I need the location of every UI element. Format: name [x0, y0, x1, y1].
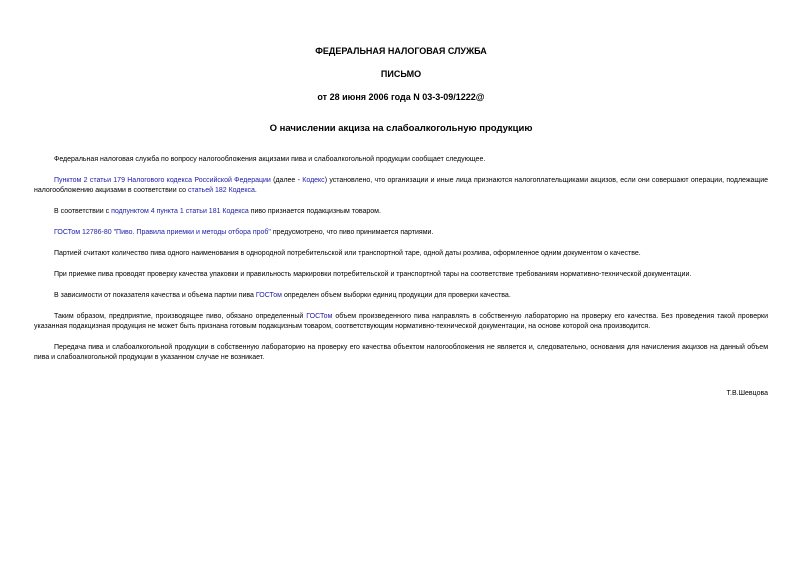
paragraph — [34, 270, 768, 280]
letter-body — [34, 155, 768, 363]
paragraph — [34, 207, 768, 217]
text-segment: В зависимости от показателя качества и объема партии пива — [54, 292, 256, 299]
law-link[interactable]: Кодекс — [302, 177, 325, 184]
law-link[interactable]: ГОСТом — [306, 313, 333, 320]
text-segment: . — [254, 187, 257, 194]
text-segment: При приемке пива проводят проверку качества упаковки и правильность маркировки потребительской и транспортной тары на соответствие требованиям нормативно-технической документации. — [54, 271, 692, 278]
law-link[interactable]: подпунктом 4 пункта 1 статьи 181 Кодекса — [111, 208, 249, 215]
text-segment: Федеральная налоговая служба по вопросу налогообложения акцизами пива и слабоалкогольной продукции сообщает следующее. — [54, 156, 486, 163]
law-link[interactable]: ГОСТом — [255, 292, 282, 299]
paragraph — [34, 228, 768, 238]
document-date-number: от 28 июня 2006 года N 03-3-09/1222@ — [317, 92, 485, 102]
document-type: ПИСЬМО — [380, 69, 422, 79]
text-segment: Таким образом, предприятие, производящее пиво, обязано определенный — [54, 313, 307, 320]
paragraph — [34, 312, 768, 332]
text-segment: предусмотрено, что пиво принимается партиями. — [270, 229, 434, 236]
paragraph — [34, 343, 768, 363]
text-segment: Передача пива и слабоалкогольной продукции в собственную лабораторию на проверку его качества объектом налогообложения не является и, следовательно, основания для начисления акцизов на данный объем пива и слабоалкогольной продукции в указанном случае не возникает. — [34, 344, 768, 361]
text-segment: объем произведенного пива направлять в собственную лабораторию на проверку его качества. Без проведения такой проверки указанная подакцизная продукция не может быть признана готовым подакцизным товаром, соответствующим нормативно-технической документации, на основе которой она производится. — [34, 313, 768, 330]
law-link[interactable]: Пунктом 2 статьи 179 Налогового кодекса Российской Федерации — [54, 177, 271, 184]
text-segment: пиво признается подакцизным товаром. — [248, 208, 381, 215]
signature: Т.В.Шевцова — [726, 390, 768, 397]
paragraph — [34, 291, 768, 301]
paragraph — [34, 155, 768, 165]
document-title: О начислении акциза на слабоалкогольную продукцию — [269, 123, 533, 134]
text-segment: (далее - — [270, 177, 303, 184]
text-segment: ) установлено, что организации и иные лица признаются налогоплательщиками акцизов, если они совершают операции, подлежащие налогообложению акцизами в соответствии со — [34, 177, 768, 194]
law-link[interactable]: ГОСТом 12786-80 "Пиво. Правила приемки и методы отбора проб" — [54, 229, 271, 236]
text-segment: Партией считают количество пива одного наименования в однородной потребительской или транспортной таре, одной даты розлива, оформленное одним документом о качестве. — [54, 250, 641, 257]
paragraph — [34, 176, 768, 196]
paragraph — [34, 249, 768, 259]
agency-name: ФЕДЕРАЛЬНАЯ НАЛОГОВАЯ СЛУЖБА — [315, 46, 487, 56]
law-link[interactable]: статьей 182 Кодекса — [187, 187, 255, 194]
text-segment: определен объем выборки единиц продукции для проверки качества. — [282, 292, 511, 299]
text-segment: В соответствии с — [54, 208, 112, 215]
